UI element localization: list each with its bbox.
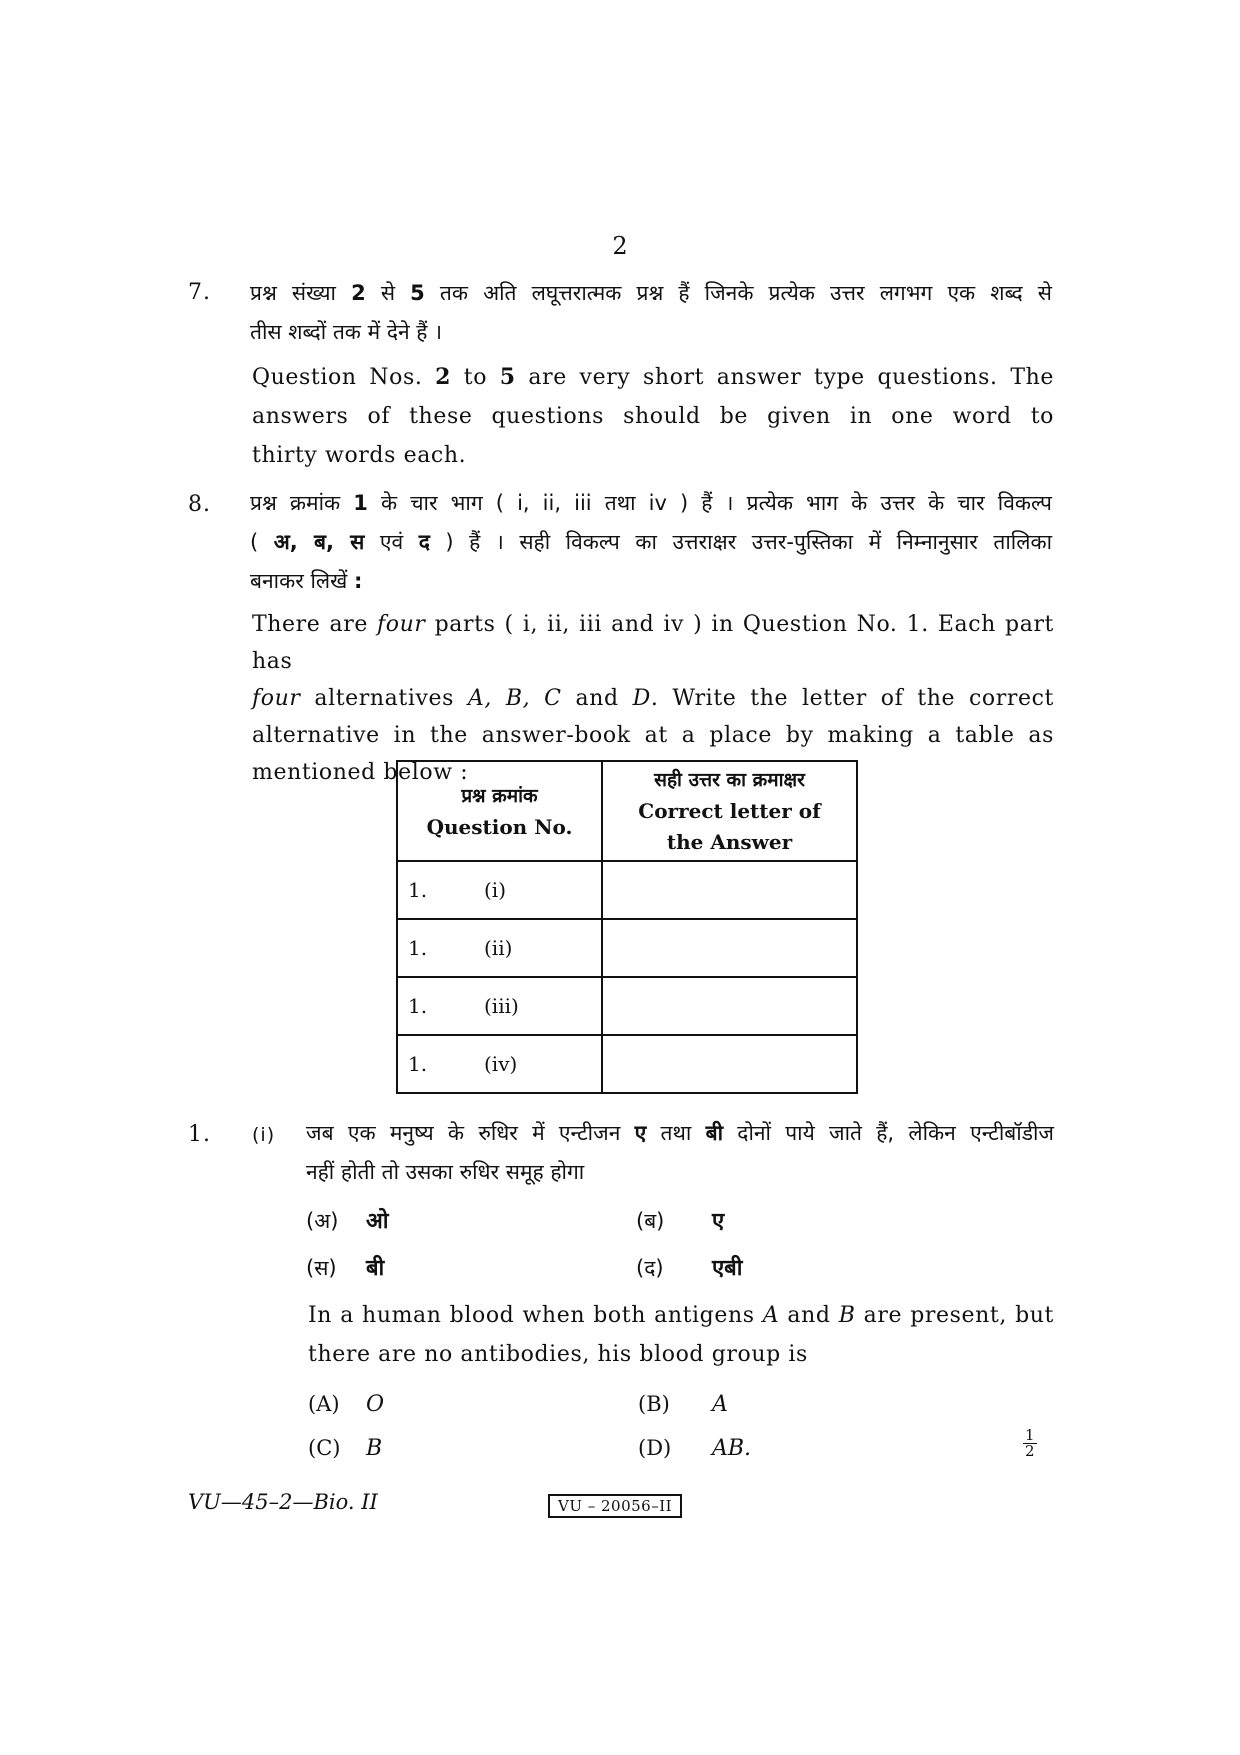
table-cell-question	[397, 919, 602, 977]
q1-hindi-option-c	[306, 1252, 384, 1282]
q1-hindi-option-b	[636, 1205, 724, 1235]
q1-hindi-line2: नहीं होती तो उसका रुधिर समूह होगा	[306, 1160, 585, 1184]
q1-eng-text: are present, but	[855, 1303, 1054, 1328]
q7-hindi-text: तक अति लघूत्तरात्मक प्रश्न हैं जिनके प्रत्येक उत्तर लगभग एक शब्द से	[424, 281, 1053, 305]
q1-hindi-text: दोनों पाये जाते हैं, लेकिन एन्टीबॉडीज	[723, 1121, 1054, 1145]
q7-eng-line2: answers of these questions should be given in one word to	[252, 404, 1054, 429]
table-cell-question	[397, 1035, 602, 1093]
option-value: A	[712, 1392, 728, 1417]
option-label: (C)	[308, 1436, 341, 1460]
table-header-row	[397, 761, 857, 861]
row-part: (iv)	[484, 1052, 518, 1076]
table-row	[397, 919, 857, 977]
header-hindi: सही उत्तर का क्रमाक्षर	[654, 769, 805, 791]
option-value: O	[366, 1392, 385, 1417]
q8-eng-text: parts ( i, ii, iii and iv ) in Question No. 1. Each part has	[252, 612, 1054, 674]
q1-hindi-option-d	[636, 1252, 742, 1282]
q7-hindi-text: प्रश्न संख्या	[250, 281, 352, 305]
q8-hindi-colon: :	[354, 569, 363, 593]
table-row	[397, 861, 857, 919]
q8-eng-line3: alternative in the answer-book at a place by making a table as	[252, 723, 1054, 748]
q1-eng-antigen-a: A	[762, 1303, 780, 1328]
row-part: (iii)	[484, 994, 519, 1018]
q7-eng-text: are very short answer type questions. The	[515, 365, 1054, 390]
q1-hindi-antigen-b: बी	[705, 1121, 724, 1145]
row-part: (i)	[484, 878, 507, 902]
header-hindi: प्रश्न क्रमांक	[461, 784, 538, 807]
option-value: ओ	[366, 1209, 389, 1234]
header-english: Correct letter of	[638, 799, 821, 823]
q8-hindi-text: एवं	[364, 530, 419, 554]
q7-hindi-instruction	[250, 274, 1052, 352]
q1-english-question	[308, 1296, 1054, 1374]
q7-number: 7.	[188, 280, 211, 305]
q8-eng-text: There are	[252, 612, 378, 637]
option-label: (ब)	[636, 1209, 665, 1233]
q1-hindi-antigen-a: ए	[634, 1121, 647, 1145]
q8-number: 8.	[188, 492, 211, 517]
table-cell-answer	[602, 861, 857, 919]
q8-hindi-qnum: 1	[353, 491, 368, 515]
q8-eng-four: four	[377, 612, 426, 637]
q1-hindi-option-a	[306, 1205, 389, 1235]
q7-hindi-line2: तीस शब्दों तक में देने हैं ।	[250, 320, 443, 344]
option-value: बी	[366, 1256, 385, 1281]
header-english: Question No.	[426, 814, 573, 839]
q7-hindi-num-end: 5	[410, 281, 425, 305]
q1-eng-option-a	[308, 1392, 384, 1417]
answer-format-table	[396, 760, 858, 1094]
q1-eng-line2: there are no antibodies, his blood group is	[308, 1342, 808, 1367]
q1-eng-antigen-b: B	[838, 1303, 856, 1328]
row-qnum: 1.	[408, 1052, 428, 1076]
marks-denominator: 2	[1025, 1442, 1035, 1460]
option-value: ए	[712, 1209, 725, 1234]
q8-hindi-text: प्रश्न क्रमांक	[250, 491, 354, 515]
q1-hindi-text: तथा	[646, 1121, 706, 1145]
q1-eng-text: In a human blood when both antigens	[308, 1303, 763, 1328]
q8-hindi-options: अ, ब, स	[273, 530, 365, 554]
footer-paper-code: VU—45–2—Bio. II	[188, 1490, 378, 1514]
q1-eng-text: and	[779, 1303, 839, 1328]
q8-eng-letter-d: D	[632, 686, 651, 711]
option-label: (D)	[638, 1436, 672, 1460]
option-label: (द)	[636, 1256, 664, 1280]
row-qnum: 1.	[408, 878, 428, 902]
q8-hindi-option-d: द	[418, 530, 430, 554]
q1-hindi-question	[306, 1114, 1054, 1192]
q1-part-label: (i)	[252, 1124, 276, 1146]
q8-hindi-text: बनाकर लिखें	[250, 569, 355, 593]
q7-hindi-text: से	[365, 281, 411, 305]
table-cell-answer	[602, 977, 857, 1035]
q8-hindi-instruction	[250, 484, 1052, 601]
row-part: (ii)	[484, 936, 513, 960]
q8-eng-text: . Write the letter of the correct	[650, 686, 1054, 711]
row-qnum: 1.	[408, 936, 428, 960]
option-label: (A)	[308, 1392, 340, 1416]
table-cell-answer	[602, 1035, 857, 1093]
option-value: AB.	[712, 1436, 752, 1461]
q7-eng-line3: thirty words each.	[252, 443, 467, 468]
q8-hindi-text: (	[250, 530, 274, 554]
q1-eng-option-d	[638, 1436, 751, 1461]
q1-hindi-text: जब एक मनुष्य के रुधिर में एन्टीजन	[306, 1121, 635, 1145]
q1-eng-option-c	[308, 1436, 382, 1461]
q8-eng-text: alternatives	[300, 686, 468, 711]
option-value: एबी	[712, 1256, 743, 1281]
q8-eng-text: and	[561, 686, 633, 711]
table-cell-question	[397, 861, 602, 919]
q1-eng-option-b	[638, 1392, 728, 1417]
header-english: the Answer	[666, 830, 793, 854]
q7-eng-text: to	[451, 365, 500, 390]
marks-numerator: 1	[1025, 1426, 1035, 1444]
table-header-correct-letter	[602, 761, 857, 861]
option-label: (B)	[638, 1392, 670, 1416]
marks-fraction	[1023, 1428, 1037, 1459]
option-label: (अ)	[306, 1209, 339, 1233]
table-row	[397, 977, 857, 1035]
q7-eng-num-end: 5	[499, 364, 516, 390]
footer-boxed-code: VU – 20056–II	[548, 1494, 682, 1518]
q7-eng-text: Question Nos.	[252, 365, 436, 390]
option-label: (स)	[306, 1256, 337, 1280]
q7-eng-num-start: 2	[435, 364, 452, 390]
q8-eng-line4: mentioned below :	[252, 760, 469, 785]
option-value: B	[366, 1436, 383, 1461]
q8-eng-letters: A, B, C	[467, 686, 562, 711]
table-header-question-no	[397, 761, 602, 861]
q7-english-instruction	[252, 358, 1054, 475]
q8-hindi-text: ) हैं । सही विकल्प का उत्तराक्षर उत्तर-पुस्तिका में निम्नानुसार तालिका	[429, 530, 1053, 554]
q8-eng-four: four	[252, 686, 301, 711]
row-qnum: 1.	[408, 994, 428, 1018]
q1-number: 1.	[188, 1122, 211, 1147]
table-cell-question	[397, 977, 602, 1035]
q8-hindi-text: के चार भाग ( i, ii, iii तथा iv ) हैं । प्रत्येक भाग के उत्तर के चार विकल्प	[367, 491, 1052, 515]
table-row	[397, 1035, 857, 1093]
page-number: 2	[612, 232, 628, 260]
q7-hindi-num-start: 2	[351, 281, 366, 305]
table-cell-answer	[602, 919, 857, 977]
